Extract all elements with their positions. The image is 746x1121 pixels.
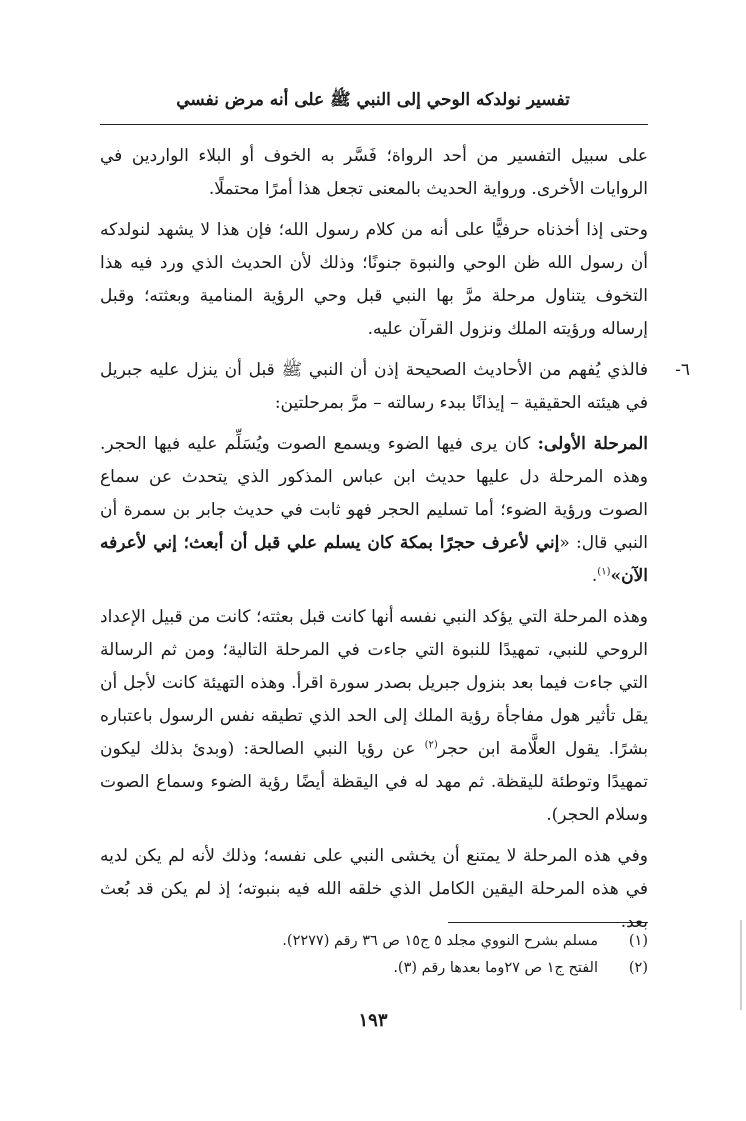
footnote-ref-2[interactable]: (٢) [424, 739, 438, 751]
footnote-number: (١) [628, 933, 648, 949]
quote-close: » [610, 566, 622, 586]
footnote-text: مسلم بشرح النووي مجلد ٥ ج١٥ ص ٣٦ رقم (٢٢٧٧). [282, 933, 598, 949]
footnote-1 [100, 928, 648, 955]
paragraph-4-text: كان يرى فيها الضوء ويسمع الصوت ويُسَلِّم عليه فيها الحجر. وهذه المرحلة دل عليها حديث ابن عباس المذكور الذي يتحدث عن سماع الصوت ورؤية الضوء؛ أما تسليم الحجر فهو ثابت في حديث جابر بن سمرة أن النبي قال: « [100, 434, 648, 553]
stage-one-label: المرحلة الأولى: [537, 434, 648, 454]
scan-edge-mark [740, 920, 742, 1010]
running-header: تفسير نولدكه الوحي إلى النبي ﷺ على أنه مرض نفسي [176, 90, 570, 110]
paragraph-1: على سبيل التفسير من أحد الرواة؛ فَسَّر به الخوف أو البلاء الواردين في الروايات الأخرى. ورواية الحديث بالمعنى تجعل هذا أمرًا محتملًا. [100, 146, 648, 199]
paragraph-6: وفي هذه المرحلة لا يمتنع أن يخشى النبي على نفسه؛ وذلك لأنه لم يكن لديه في هذه المرحلة اليقين الكامل الذي خلقه الله فيه بنبوته؛ إذ لم يكن قد بُعث بعد. [100, 846, 648, 932]
footnote-divider [448, 922, 648, 923]
paragraph-5-text-b: عن رؤيا النبي الصالحة: (وبدئ بذلك ليكون تمهيدًا وتوطئة لليقظة. ثم مهد له في اليقظة أيضًا رؤية الضوء وسماع الصوت وسلام الحجر). [100, 739, 648, 825]
paragraph-4 [100, 428, 648, 593]
paragraph-3-text: فالذي يُفهم من الأحاديث الصحيحة إذن أن النبي ﷺ قبل أن ينزل عليه جبريل في هيئته الحقيقية – إيذانًا ببدء رسالته – مرَّ بمرحلتين: [100, 360, 648, 413]
hadith-quote: إني لأعرف حجرًا بمكة كان يسلم علي قبل أن أبعث؛ إني لأعرفه الآن [100, 533, 648, 586]
footnote-text: الفتح ج١ ص ٢٧وما بعدها رقم (٣). [393, 960, 598, 976]
paragraph-5-text-a: وهذه المرحلة التي يؤكد النبي نفسه أنها كانت قبل بعثته؛ كانت من قبيل الإعداد الروحي للنبي، تمهيدًا للنبوة التي جاءت في المرحلة التالية؛ ومن ثم الرسالة التي جاءت فيما بعد بنزول جبريل بصدر سورة اقرأ. وهذه التهيئة كانت لأجل أن يقل تأثير هول مفاجأة رؤية الملك إلى الحد الذي تطيقه نفس الرسول باعتباره بشرًا. يقول العلَّامة ابن حجر [100, 607, 648, 759]
header-divider [100, 124, 648, 125]
paragraph-3 [100, 354, 690, 420]
footnote-number: (٢) [628, 960, 648, 976]
paragraph-4-end: . [591, 566, 598, 586]
paragraph-5 [100, 601, 648, 832]
paragraph-2: وحتى إذا أخذناه حرفيًّا على أنه من كلام رسول الله؛ فإن هذا لا يشهد لنولدكه أن رسول الله ظن الوحي والنبوة جنونًا؛ وذلك لأن الحديث الذي ورد فيه هذا التخوف يتناول مرحلة مرَّ بها النبي قبل وحي الرؤية المنامية وبعثته؛ وقبل إرساله ورؤيته الملك ونزول القرآن عليه. [100, 220, 648, 339]
page-body [100, 140, 690, 947]
footnote-ref-1[interactable]: (١) [597, 566, 611, 578]
item-number: ٦- [675, 360, 690, 380]
footnotes [100, 928, 648, 982]
footnote-2 [100, 955, 648, 982]
page-number: ١٩٣ [358, 1010, 388, 1031]
